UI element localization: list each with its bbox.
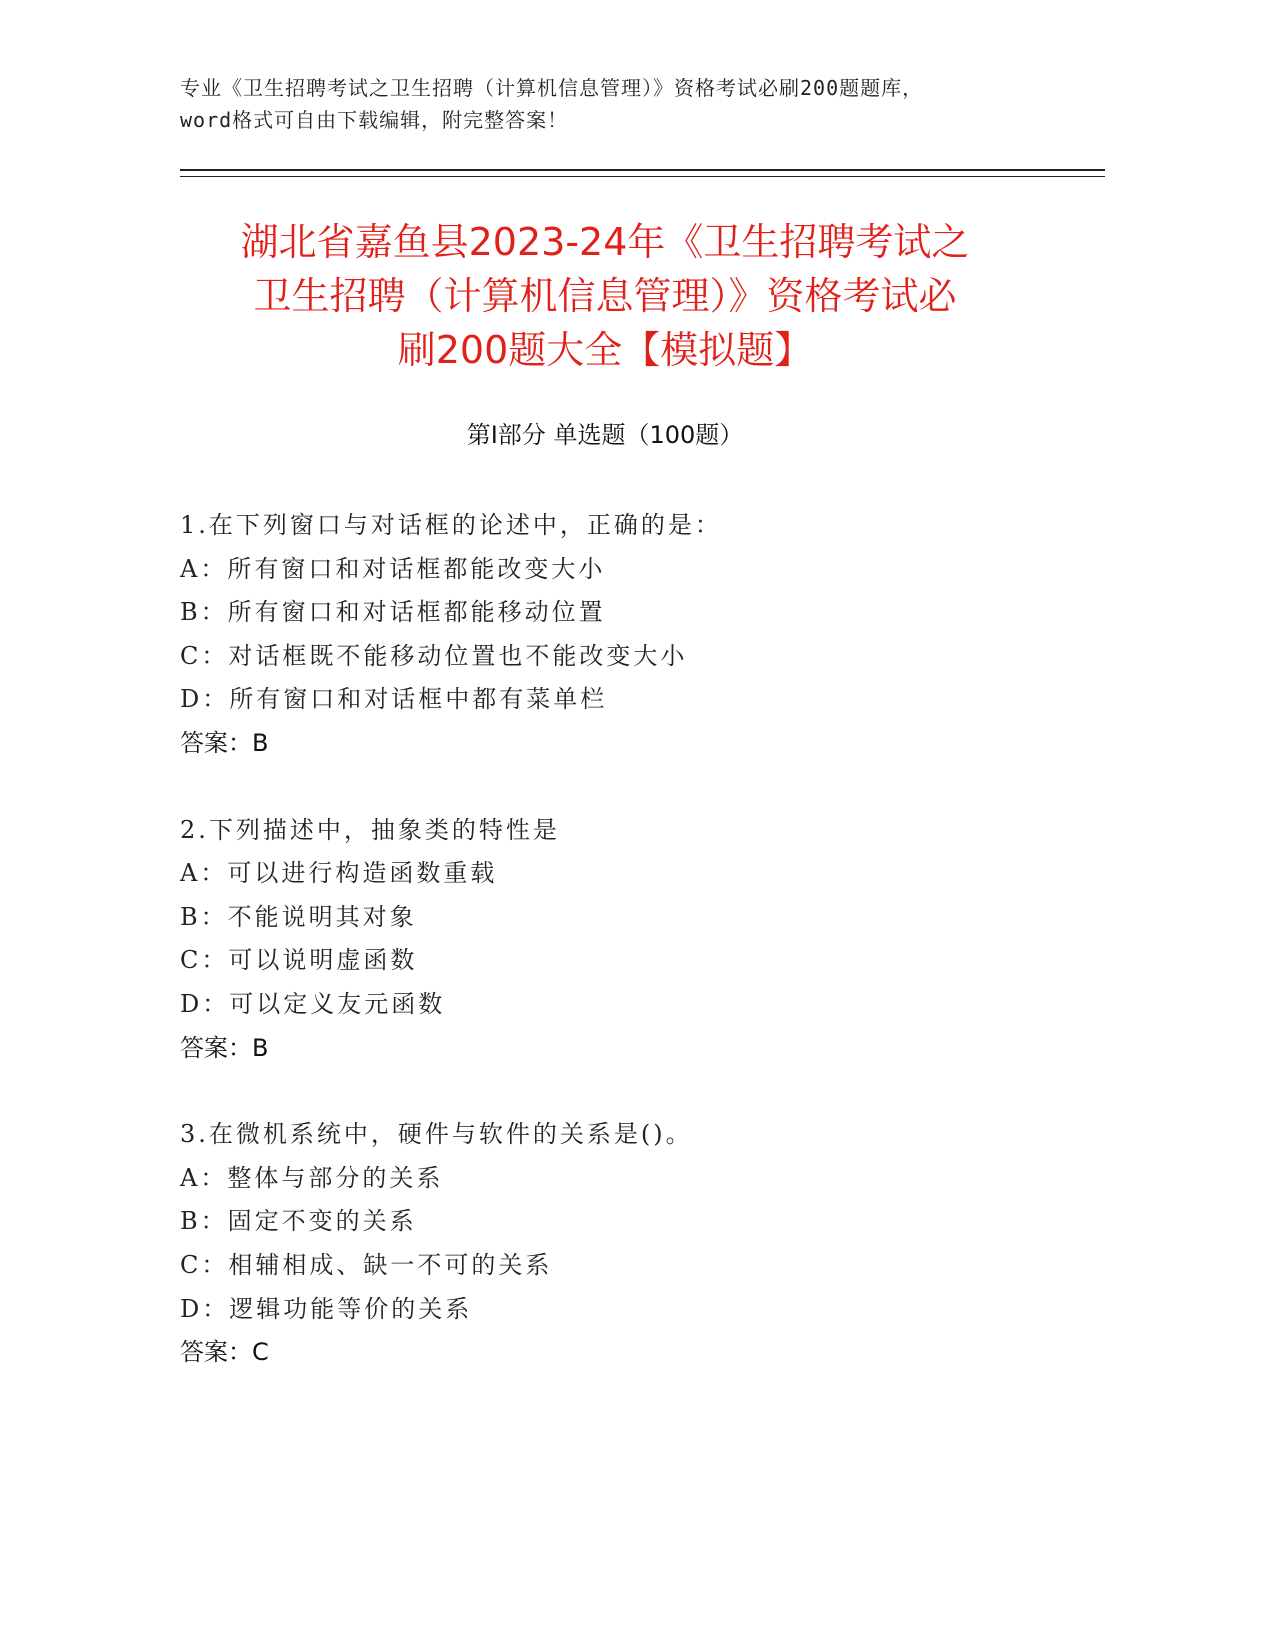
document-title-line-2: 卫生招聘（计算机信息管理）》资格考试必 <box>253 274 957 318</box>
option-a: A：所有窗口和对话框都能改变大小 <box>180 554 606 583</box>
option-c: C：可以说明虚函数 <box>180 946 418 975</box>
question-stem: 1.在下列窗口与对话框的论述中，正确的是： <box>180 511 722 539</box>
option-a: A：可以进行构造函数重载 <box>180 859 498 888</box>
section-title: 第Ⅰ部分 单选题（100题） <box>466 421 744 449</box>
question-list <box>180 504 1080 1418</box>
question-3 <box>180 1113 1080 1375</box>
answer: 答案：B <box>180 1033 269 1062</box>
header-divider-thick <box>180 169 1105 171</box>
header-note-line-2: word格式可自由下载编辑，附完整答案！ <box>180 108 569 132</box>
answer: 答案：B <box>180 728 269 757</box>
header-note-line-1: 专业《卫生招聘考试之卫生招聘（计算机信息管理）》资格考试必刷200题题库， <box>180 76 924 100</box>
header-note <box>180 72 1100 136</box>
option-d: D：所有窗口和对话框中都有菜单栏 <box>180 685 608 714</box>
question-2 <box>180 809 1080 1071</box>
option-d: D：逻辑功能等价的关系 <box>180 1294 473 1323</box>
question-1 <box>180 504 1080 766</box>
answer: 答案：C <box>180 1338 269 1367</box>
document-title <box>170 215 1040 377</box>
question-stem: 2.下列描述中，抽象类的特性是 <box>180 815 560 844</box>
document-title-line-1: 湖北省嘉鱼县2023-24年《卫生招聘考试之 <box>240 220 970 264</box>
option-b: B：所有窗口和对话框都能移动位置 <box>180 598 606 627</box>
document-title-line-3: 刷200题大全【模拟题】 <box>397 328 813 372</box>
option-b: B：固定不变的关系 <box>180 1207 417 1236</box>
option-c: C：相辅相成、缺一不可的关系 <box>180 1250 553 1279</box>
option-c: C：对话框既不能移动位置也不能改变大小 <box>180 641 688 670</box>
option-d: D：可以定义友元函数 <box>180 989 446 1018</box>
question-stem: 3.在微机系统中，硬件与软件的关系是()。 <box>180 1120 693 1149</box>
header-divider-thin <box>180 176 1105 177</box>
option-b: B：不能说明其对象 <box>180 902 417 931</box>
option-a: A：整体与部分的关系 <box>180 1163 444 1192</box>
